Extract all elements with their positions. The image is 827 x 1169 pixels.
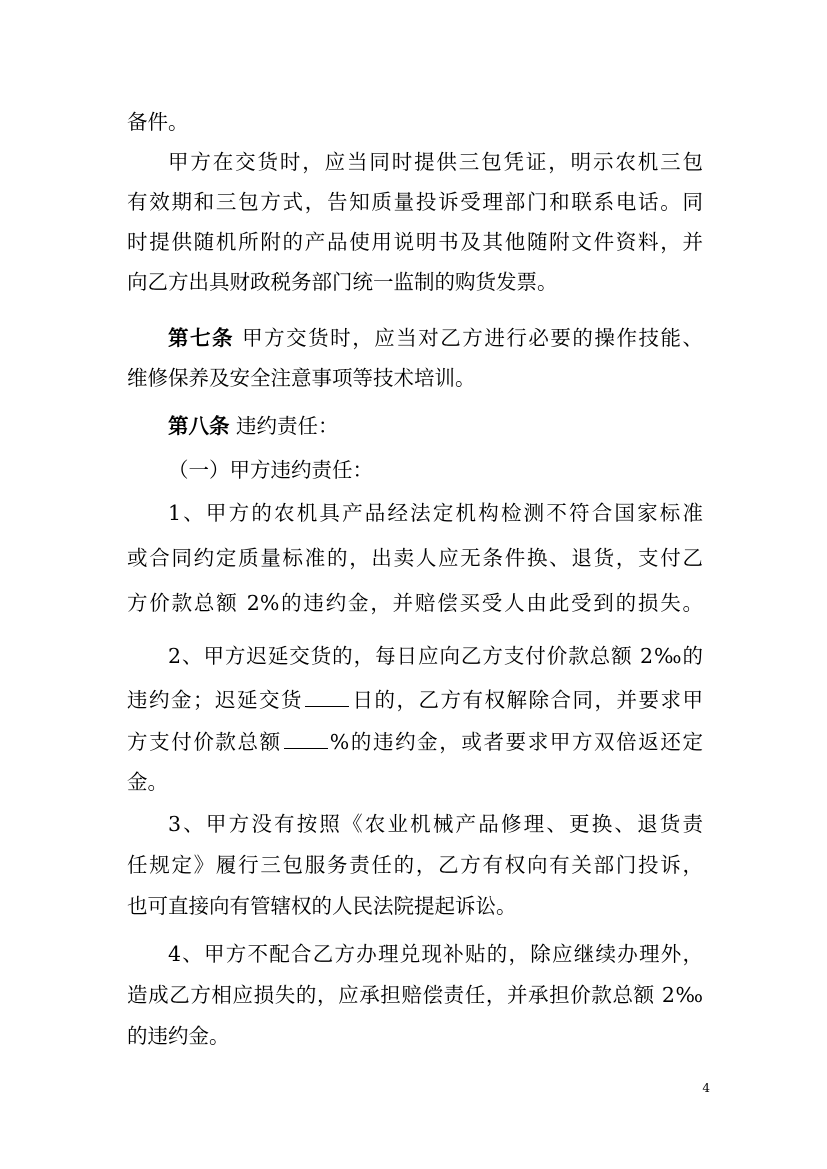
text-line: 1、甲方的农机具产品经法定机构检测不符合国家标准 [168,501,703,525]
text-line: 造成乙方相应损失的，应承担赔偿责任，并承担价款总额 2‰ [127,983,703,1007]
text-line: 维修保养及安全注意事项等技术培训。 [127,366,476,390]
text-line: 甲方在交货时，应当同时提供三包凭证，明示农机三包 [168,150,703,174]
blank-field [305,684,349,707]
text-line: 3、甲方没有按照《农业机械产品修理、更换、退货责 [168,812,703,836]
text-line: 或合同约定质量标准的，出卖人应无条件换、退货，支付乙 [127,546,703,570]
text-line: 4、甲方不配合乙方办理兑现补贴的，除应继续办理外， [168,942,703,966]
text-line-with-blank: 违约金；迟延交货 日的，乙方有权解除合同，并要求甲 [127,680,703,720]
article-8-heading: 第八条 [168,414,230,438]
text-line: 金。 [127,770,168,794]
text-line: 任规定》履行三包服务责任的，乙方有权向有关部门投诉， [127,853,703,877]
article-8-line: 第八条 违约责任： [168,414,339,438]
text-line: 2、甲方迟延交货的，每日应向乙方支付价款总额 2‰的 [168,644,703,668]
article-7-heading: 第七条 [168,326,235,350]
text-line: 也可直接向有管辖权的人民法院提起诉讼。 [127,894,517,918]
text-line: 时提供随机所附的产品使用说明书及其他随附文件资料，并 [127,230,703,254]
text-line: 备件。 [127,110,189,134]
text-line: 有效期和三包方式，告知质量投诉受理部门和联系电话。同 [127,190,703,214]
text-line: 方价款总额 2%的违约金，并赔偿买受人由此受到的损失。 [127,591,703,615]
text-line: 向乙方出具财政税务部门统一监制的购货发票。 [127,270,558,294]
text-line: 的违约金。 [127,1024,230,1048]
section-heading: （一）甲方违约责任： [168,458,373,482]
blank-field [284,726,328,749]
text-line-with-blank: 方支付价款总额 %的违约金，或者要求甲方双倍返还定 [127,722,703,762]
article-7-line: 第七条 甲方交货时，应当对乙方进行必要的操作技能、 [168,326,703,350]
page-number: 4 [702,1081,710,1095]
